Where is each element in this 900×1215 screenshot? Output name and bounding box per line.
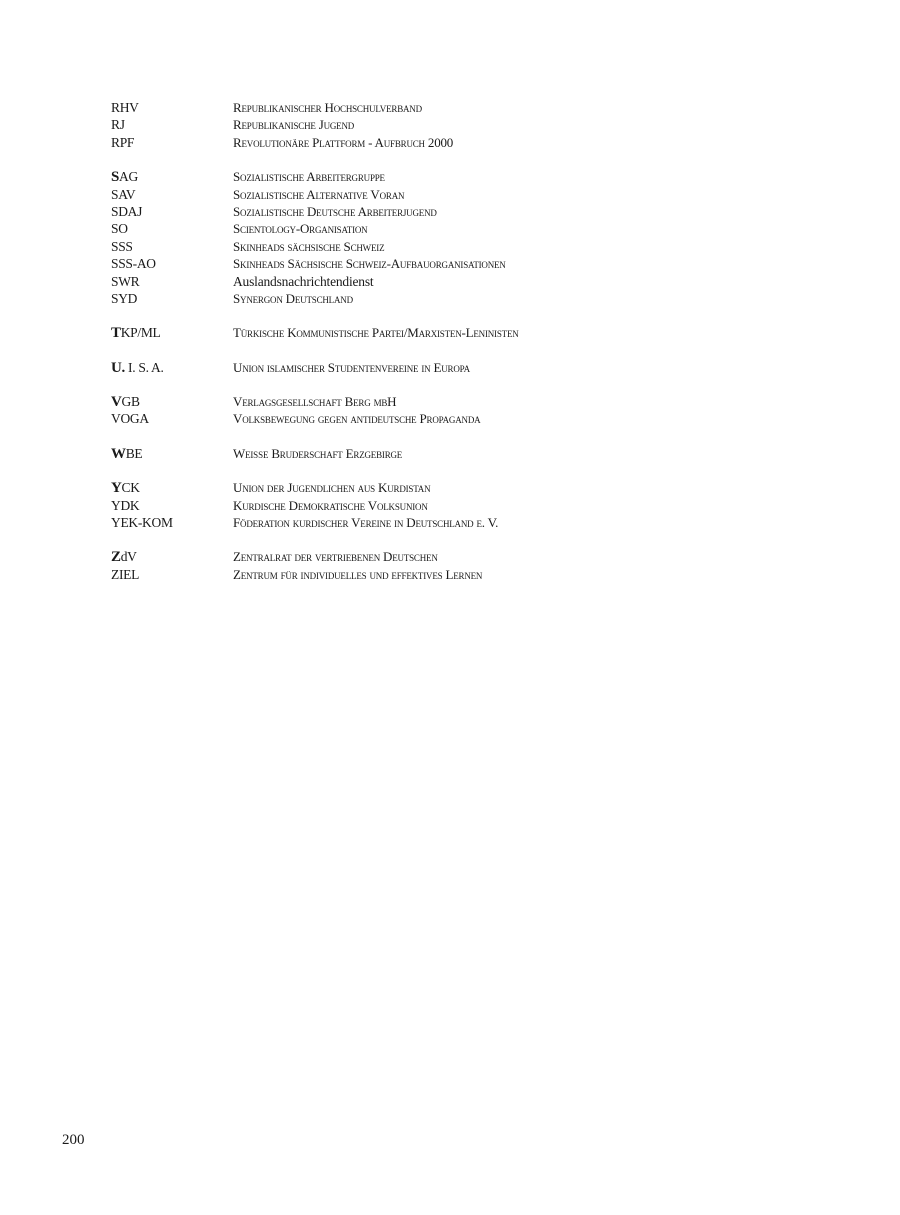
abbreviation <box>111 497 233 514</box>
abbreviation-text: I. S. A. <box>124 359 164 375</box>
abbreviation-text: SSS <box>111 238 133 254</box>
abbreviation-row <box>111 238 811 255</box>
abbreviation-description: Kurdische Demokratische Volksunion <box>233 497 428 513</box>
section-initial: S <box>111 169 120 186</box>
abbreviation-text: BE <box>125 445 143 461</box>
abbreviation-description: Skinheads sächsische Schweiz <box>233 238 385 254</box>
section-initial: V <box>111 394 122 411</box>
abbreviation-text: SSS-AO <box>111 256 156 272</box>
abbreviation <box>111 203 233 220</box>
section-initial: Z <box>111 549 121 566</box>
abbreviation-description: Republikanischer Hochschulverband <box>233 100 422 115</box>
abbreviation-text: RJ <box>111 117 125 133</box>
abbreviation-description: Union der Jugendlichen aus Kurdistan <box>233 480 431 496</box>
abbreviation-text: ZIEL <box>111 566 140 582</box>
abbreviation-row <box>111 203 811 220</box>
abbreviation <box>111 186 233 203</box>
abbreviation-description: Union islamischer Studentenvereine in Europa <box>233 359 470 375</box>
abbreviation-group <box>111 548 811 583</box>
abbreviation <box>111 566 233 583</box>
abbreviation-text: YDK <box>111 497 140 513</box>
abbreviation-group <box>111 359 811 376</box>
abbreviation-row <box>111 290 811 307</box>
page-number: 200 <box>62 1132 85 1148</box>
abbreviation-group <box>111 99 811 151</box>
abbreviation-row <box>111 566 811 583</box>
abbreviation-description: Föderation kurdischer Vereine in Deutschland e. V. <box>233 515 499 531</box>
abbreviation-description: Sozialistische Deutsche Arbeiterjugend <box>233 203 437 219</box>
abbreviation-description: Sozialistische Arbeitergruppe <box>233 169 385 185</box>
abbreviation-description: Scientology-Organisation <box>233 221 368 237</box>
abbreviation <box>111 393 233 411</box>
abbreviation-group <box>111 168 811 307</box>
section-initial: W <box>111 445 126 462</box>
abbreviation <box>111 134 233 151</box>
abbreviation-row <box>111 479 811 496</box>
abbreviation-row <box>111 324 811 341</box>
abbreviation <box>111 116 233 133</box>
abbreviation-row <box>111 359 811 376</box>
abbreviation-row <box>111 273 811 290</box>
abbreviation-text: CK <box>121 480 140 496</box>
abbreviation-description: Verlagsgesellschaft Berg mbH <box>233 394 397 410</box>
abbreviation-description: Auslandsnachrichtendienst <box>233 273 374 289</box>
abbreviation-text: SO <box>111 221 128 237</box>
abbreviation <box>111 324 233 342</box>
abbreviation <box>111 99 233 116</box>
abbreviation <box>111 238 233 255</box>
abbreviation-text: SWR <box>111 273 140 289</box>
section-initial: U. <box>111 359 125 376</box>
abbreviation-group <box>111 479 811 531</box>
abbreviation-description: Synergon Deutschland <box>233 290 353 306</box>
abbreviation-row <box>111 134 811 151</box>
abbreviation-description: Zentrum für individuelles und effektives Lernen <box>233 566 483 582</box>
abbreviation <box>111 290 233 307</box>
abbreviation-text: dV <box>120 549 137 565</box>
abbreviation <box>111 445 233 463</box>
abbreviation-list <box>111 99 811 600</box>
abbreviation-group <box>111 393 811 428</box>
abbreviation-text: YEK-KOM <box>111 515 173 531</box>
abbreviation-text: GB <box>121 394 140 410</box>
abbreviation-text: SDAJ <box>111 203 143 219</box>
abbreviation <box>111 514 233 531</box>
abbreviation-row <box>111 99 811 116</box>
abbreviation-description: Sozialistische Alternative Voran <box>233 186 405 202</box>
abbreviation-row <box>111 393 811 410</box>
abbreviation <box>111 255 233 272</box>
abbreviation-description: Skinheads Sächsische Schweiz-Aufbauorganisationen <box>233 256 506 272</box>
abbreviation <box>111 220 233 237</box>
section-initial: T <box>111 325 121 342</box>
abbreviation-description: Volksbewegung gegen antideutsche Propaganda <box>233 411 481 427</box>
abbreviation-description: Republikanische Jugend <box>233 117 355 133</box>
abbreviation <box>111 410 233 427</box>
abbreviation-text: VOGA <box>111 411 149 427</box>
abbreviation-row <box>111 445 811 462</box>
section-initial: Y <box>111 480 122 497</box>
abbreviation-row <box>111 116 811 133</box>
abbreviation-row <box>111 220 811 237</box>
abbreviation <box>111 548 233 566</box>
abbreviation-description: Türkische Kommunistische Partei/Marxisten-Leninisten <box>233 325 519 341</box>
abbreviation-description: Weiße Bruderschaft Erzgebirge <box>233 445 403 461</box>
abbreviation-group <box>111 324 811 341</box>
abbreviation-text: RPF <box>111 134 135 150</box>
abbreviation-row <box>111 410 811 427</box>
abbreviation-description: Revolutionäre Plattform - Aufbruch 2000 <box>233 134 454 150</box>
abbreviation-text: RHV <box>111 100 139 115</box>
abbreviation-text: KP/ML <box>120 325 161 341</box>
abbreviation-text: SYD <box>111 290 138 306</box>
abbreviation-row <box>111 514 811 531</box>
abbreviation-group <box>111 445 811 462</box>
abbreviation <box>111 168 233 186</box>
abbreviation <box>111 273 233 290</box>
abbreviation <box>111 479 233 497</box>
abbreviation-text: SAV <box>111 186 136 202</box>
abbreviation-description: Zentralrat der vertriebenen Deutschen <box>233 549 438 565</box>
abbreviation-row <box>111 548 811 565</box>
abbreviation-row <box>111 497 811 514</box>
abbreviation-row <box>111 255 811 272</box>
abbreviation-row <box>111 168 811 185</box>
abbreviation-row <box>111 186 811 203</box>
abbreviation-text: AG <box>119 169 138 185</box>
abbreviation <box>111 359 233 377</box>
